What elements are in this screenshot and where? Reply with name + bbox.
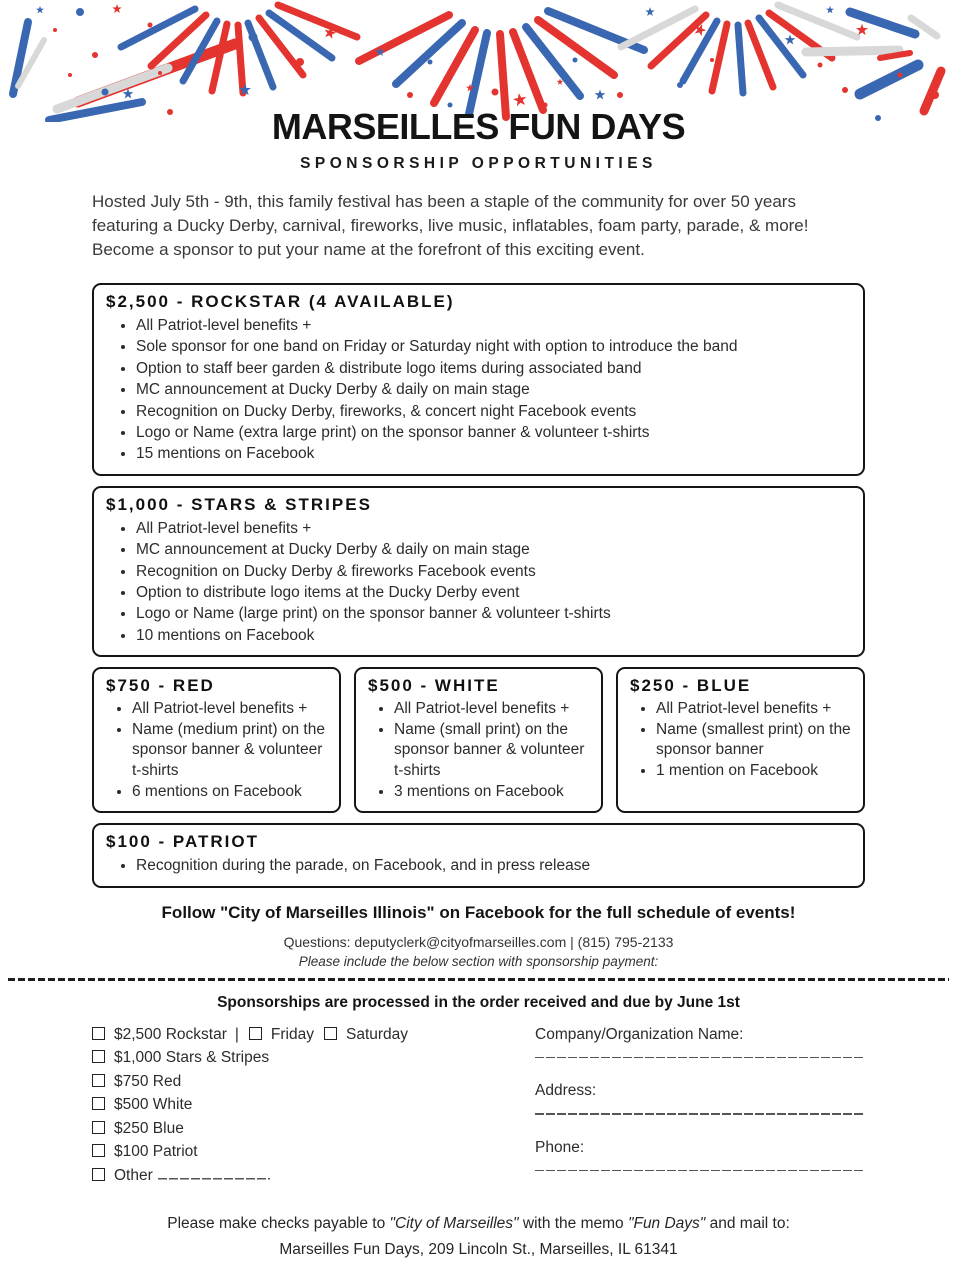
tier-rockstar (92, 283, 865, 476)
option-label: $100 Patriot (114, 1143, 198, 1161)
benefit-item: • Option to staff beer garden & distribute logo items during associated band (136, 358, 851, 379)
field-label: Company/Organization Name: (535, 1025, 744, 1043)
tier-patriot (92, 823, 865, 887)
tier-red (92, 667, 341, 813)
benefit-item: • Logo or Name (large print) on the sponsor banner & volunteer t-shirts (136, 603, 851, 624)
company-name-blank-line[interactable] (535, 1057, 865, 1059)
sponsorship-option-row (92, 1026, 535, 1044)
tier-patriot-benefits (106, 855, 851, 876)
checks-payable-line (92, 1211, 865, 1237)
sponsorship-option-row (92, 1167, 535, 1185)
include-section-note: Please include the below section with sponsorship payment: (298, 953, 659, 969)
field-label: Phone: (535, 1138, 585, 1156)
footer-text: with the memo (518, 1215, 628, 1233)
form-field-phone (535, 1139, 865, 1172)
tier-blue-title: $250 - BLUE (630, 676, 752, 696)
mailing-instructions (92, 1211, 865, 1263)
tier-rockstar-title: $2,500 - ROCKSTAR (4 AVAILABLE) (106, 292, 455, 311)
tier-stars-stripes-title: $1,000 - STARS & STRIPES (106, 494, 372, 514)
checkbox-friday[interactable] (249, 1027, 262, 1040)
benefit-item: • Sole sponsor for one band on Friday or Saturday night with option to introduce the band (136, 336, 851, 357)
sponsorship-option-row (92, 1120, 535, 1138)
payment-form (92, 1026, 865, 1196)
benefit-item: • Name (small print) on the sponsor banner & volunteer t-shirts (394, 720, 589, 782)
day-label: Friday (270, 1025, 314, 1043)
memo-text: "Fun Days" (627, 1215, 706, 1233)
checkbox-250-blue[interactable] (92, 1121, 105, 1134)
cut-line-divider (8, 978, 949, 981)
tier-row (92, 667, 865, 813)
sponsorship-option-row (92, 1073, 535, 1091)
footer-text: and mail to: (705, 1215, 790, 1233)
sponsorship-options (92, 1026, 535, 1196)
page-title: MARSEILLES FUN DAYS (271, 106, 686, 147)
benefit-item: • All Patriot-level benefits + (136, 518, 851, 539)
address-blank-line[interactable] (535, 1113, 865, 1115)
option-label: $2,500 Rockstar (114, 1025, 227, 1043)
benefit-item: • 1 mention on Facebook (656, 761, 851, 782)
day-label: Saturday (345, 1025, 409, 1043)
benefit-item: • All Patriot-level benefits + (136, 315, 851, 336)
checkbox-stars-stripes[interactable] (92, 1050, 105, 1063)
benefit-item: • Name (smallest print) on the sponsor banner (656, 720, 851, 761)
benefit-item: • Logo or Name (extra large print) on the sponsor banner & volunteer t-shirts (136, 422, 851, 443)
other-blank-line[interactable] (158, 1167, 270, 1180)
tier-white (354, 667, 603, 813)
option-label: $250 Blue (114, 1119, 184, 1137)
benefit-item: • MC announcement at Ducky Derby & daily on main stage (136, 379, 851, 400)
sponsorship-option-row (92, 1143, 535, 1161)
option-label: $1,000 Stars & Stripes (114, 1049, 270, 1067)
intro-paragraph: Hosted July 5th - 9th, this family festival has been a staple of the community for over 50 years featuring a Ducky Derby, carnival, fireworks, live music, inflatables, foam party, parade, & more! Become a sponsor to put your name at the forefront of this exciting event. (92, 192, 809, 259)
checkbox-saturday[interactable] (324, 1027, 337, 1040)
form-field-company (535, 1026, 865, 1059)
benefit-item: • Option to distribute logo items at the Ducky Derby event (136, 582, 851, 603)
day-separator: | (234, 1025, 239, 1043)
benefit-item: • All Patriot-level benefits + (656, 699, 851, 720)
benefit-item: • 3 mentions on Facebook (394, 782, 589, 803)
checkbox-other[interactable] (92, 1168, 105, 1181)
mailing-address-line: Marseilles Fun Days, 209 Lincoln St., Marseilles, IL 61341 (279, 1241, 678, 1259)
checkbox-750-red[interactable] (92, 1074, 105, 1087)
tier-stars-stripes-benefits (106, 518, 851, 646)
page-subtitle: SPONSORSHIP OPPORTUNITIES (300, 155, 657, 172)
checkbox-rockstar[interactable] (92, 1027, 105, 1040)
form-field-address (535, 1082, 865, 1115)
option-label: $750 Red (114, 1072, 182, 1090)
contact-line: Questions: deputyclerk@cityofmarseilles.com | (815) 795-2133 (283, 933, 674, 950)
benefit-item: • All Patriot-level benefits + (132, 699, 327, 720)
contact-fields (535, 1026, 865, 1196)
benefit-item: • 6 mentions on Facebook (132, 782, 327, 803)
field-label: Address: (535, 1082, 597, 1100)
checkbox-500-white[interactable] (92, 1097, 105, 1110)
tier-white-title: $500 - WHITE (368, 676, 500, 696)
flyer-content (92, 0, 865, 1263)
tier-red-benefits (106, 699, 327, 802)
option-label: Other (114, 1166, 153, 1184)
benefit-item: • Recognition on Ducky Derby, fireworks, & concert night Facebook events (136, 401, 851, 422)
payee-name: "City of Marseilles" (389, 1215, 519, 1233)
tier-stars-stripes (92, 486, 865, 657)
checkbox-100-patriot[interactable] (92, 1144, 105, 1157)
phone-blank-line[interactable] (535, 1170, 865, 1172)
benefit-item: • All Patriot-level benefits + (394, 699, 589, 720)
form-heading: Sponsorships are processed in the order received and due by June 1st (217, 993, 740, 1011)
facebook-follow-note: Follow "City of Marseilles Illinois" on Facebook for the full schedule of events! (161, 902, 796, 922)
tier-patriot-title: $100 - PATRIOT (106, 832, 260, 852)
tier-blue-benefits (630, 699, 851, 781)
option-label: $500 White (114, 1096, 193, 1114)
benefit-item: • Name (medium print) on the sponsor banner & volunteer t-shirts (132, 720, 327, 782)
sponsorship-option-row (92, 1096, 535, 1114)
benefit-item: • Recognition during the parade, on Facebook, and in press release (136, 855, 851, 876)
benefit-item: • 10 mentions on Facebook (136, 625, 851, 646)
tier-white-benefits (368, 699, 589, 802)
tier-red-title: $750 - RED (106, 676, 215, 696)
benefit-item: • MC announcement at Ducky Derby & daily on main stage (136, 539, 851, 560)
footer-text: Please make checks payable to (167, 1215, 390, 1233)
tier-rockstar-benefits (106, 315, 851, 465)
sponsorship-option-row (92, 1049, 535, 1067)
tier-blue (616, 667, 865, 813)
benefit-item: • 15 mentions on Facebook (136, 443, 851, 464)
benefit-item: • Recognition on Ducky Derby & fireworks Facebook events (136, 561, 851, 582)
